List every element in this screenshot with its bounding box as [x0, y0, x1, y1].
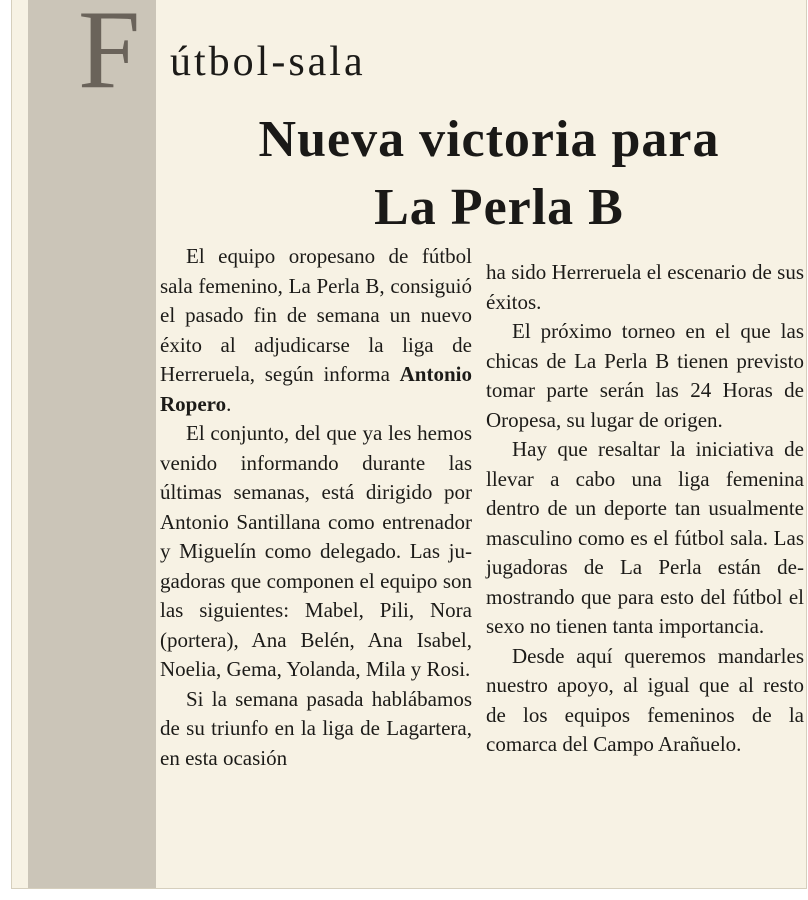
article-paragraph-3: Si la semana pasada hablábamos de su triunfo en la liga de Lagartera, en esta ocasión — [160, 686, 472, 770]
article-paragraph-2: El conjunto, del que ya les hemos venido informando durante las últimas semanas, está dirigido por Antonio Santillana como entrenador y Miguelín como delegado. Las jugadoras que componen el equipo son las siguientes: Mabel, Pili, Nora (portera), Ana Belén, Ana Isabel, Noelia, Gema, Yolanda, Mila y Rosi. — [160, 421, 472, 681]
article-paragraph-1 — [160, 242, 472, 419]
article-paragraph-4: El próximo torneo en el que las chicas de La Perla B tienen previsto tomar parte serán las 24 Horas de Oropesa, su lugar de origen. — [486, 319, 804, 432]
section-sidebar-bar — [28, 0, 156, 888]
article-column-left — [160, 242, 472, 773]
paragraph-1-end: . — [226, 391, 232, 416]
author-name: Antonio Ropero — [160, 362, 472, 416]
headline-line-2: La Perla B — [374, 179, 624, 236]
headline — [160, 106, 808, 242]
article-column-right — [486, 258, 804, 760]
paragraph-1-text: El equipo oropesano de fútbol sala femenino, La Perla B, consiguió el pasado fin de semana un nuevo éxito al adjudicarse la liga de Herreruela, según informa — [160, 244, 472, 386]
section-initial-letter: F — [78, 0, 141, 112]
article-paragraph-5: Hay que resaltar la iniciativa de llevar a cabo una liga femenina dentro de un deporte tan usualmente masculino como es el fútbol sala. Las jugadoras de La Perla están demostrando que para esto del fútbol el sexo no tienen tanta importancia. — [486, 437, 804, 638]
section-title: útbol-sala — [170, 39, 366, 85]
headline-line-1: Nueva victoria para — [258, 111, 720, 168]
article-paragraph-3-continued: ha sido Herreruela el escenario de sus éxitos. — [486, 260, 804, 314]
article-paragraph-6: Desde aquí queremos mandarles nuestro apoyo, al igual que al resto de los equipos femeninos de la comarca del Campo Arañuelo. — [486, 643, 804, 756]
